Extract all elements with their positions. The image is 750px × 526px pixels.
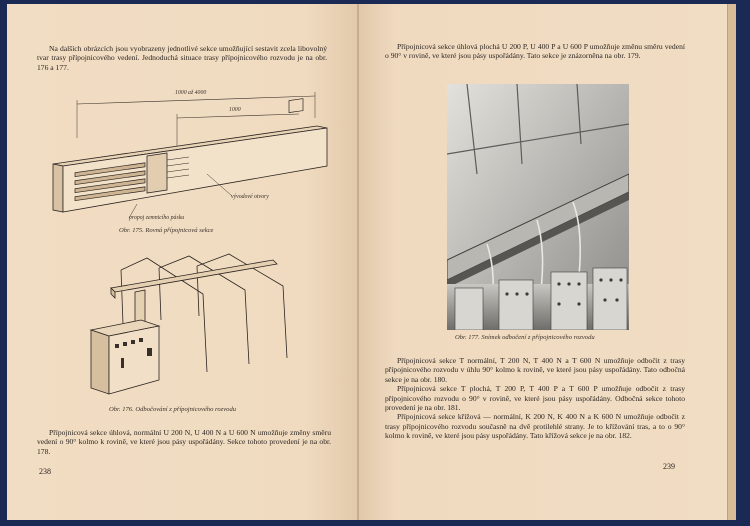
left-intro-paragraph: Na dalších obrázcích jsou vyobrazeny jednotlivé sekce umožňující sestavit zcela libovolný tvar trasy přípojnicového vedení. Jednoduchá situace trasy přípojnicového rozvodu je na obr. 176 a 177. — [37, 44, 327, 72]
fig175-caption: Obr. 175. Rovná přípojnicová sekce — [119, 227, 214, 234]
fig175-dim-short: 1000 — [229, 107, 241, 113]
right-top-paragraph: Přípojnicová sekce úhlová plochá U 200 P, U 400 P a U 600 P umožňuje změnu směru vedení o 90° v rovině, ve které jsou pásy uspořádány. Tato sekce je znázorněna na obr. 179. — [385, 42, 685, 61]
right-paragraph-2: Přípojnicová sekce T plochá, T 200 P, T 400 P a T 600 P umožňuje odbočit z trasy přípojnicového rozvodu o 90° v rovině, ve které jsou pásy uspořádány. Odbočná sekce tohoto provedení je na obr. 181. — [385, 384, 685, 413]
page-edge — [727, 4, 736, 520]
right-page — [359, 4, 727, 520]
left-intro-text — [37, 44, 327, 72]
right-body-text — [385, 356, 685, 441]
fig176-caption: Obr. 176. Odbočování z přípojnicového rozvodu — [109, 406, 237, 413]
fig175-busbar-drawing — [37, 86, 337, 226]
left-page-number: 238 — [39, 467, 51, 476]
left-bottom-text — [37, 428, 331, 456]
left-bottom-paragraph: Přípojnicová sekce úhlová, normální U 200 N, U 400 N a U 600 N umožňuje změny směru vedení o 90° kolmo k rovině, ve které jsou pásy uspořádány. Sekce tohoto provedení je na obr. 178. — [37, 428, 331, 456]
left-page — [7, 4, 357, 520]
right-paragraph-1: Přípojnicová sekce T normální, T 200 N, T 400 N a T 600 N umožňuje odbočit z trasy přípojnicového rozvodu v úhlu 90° kolmo k rovině, ve které jsou pásy uspořádány. Tato odbočná sekce je na obr. 180. — [385, 356, 685, 384]
right-page-number: 239 — [663, 462, 675, 471]
fig177-caption: Obr. 177. Snímek odbočení z přípojnicového rozvodu — [455, 334, 595, 341]
fig176-branching-drawing — [77, 254, 307, 394]
fig175-label-openings: vývodové otvory — [231, 194, 269, 200]
fig175-dim-long: 1000 až 4000 — [175, 90, 207, 96]
right-top-text — [385, 42, 685, 61]
book-spread — [7, 4, 735, 520]
right-paragraph-3: Přípojnicová sekce křížová — normální, K 200 N, K 400 N a K 600 N umožňuje odbočit z trasy přípojnicového rozvodu současně na dvě protilehlé strany. Je to křížování tras, a to o 90° kolmo k rovině, ve které jsou pásy uspořádány. Tato křížová sekce je na obr. 182. — [385, 412, 685, 441]
fig177-photo — [447, 84, 629, 330]
fig175-label-earth: propoj zemnicího pásku — [129, 215, 185, 221]
